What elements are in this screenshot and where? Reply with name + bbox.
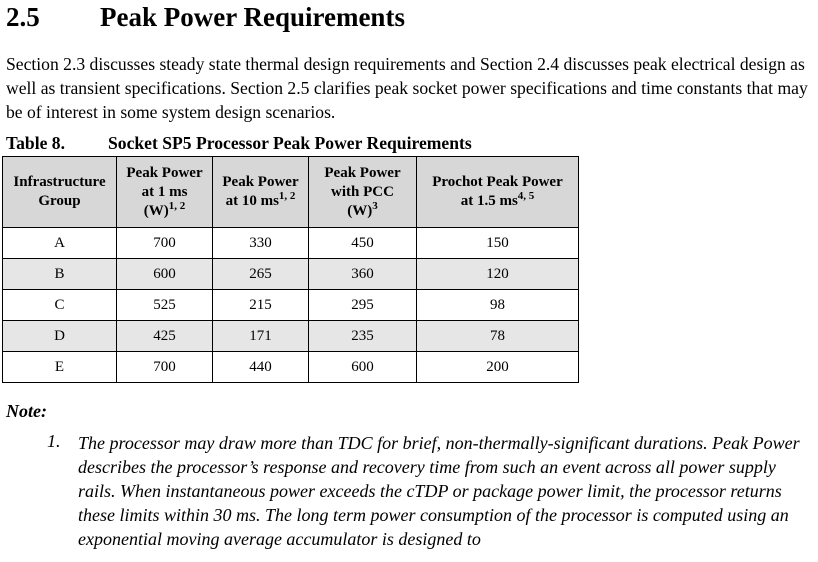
table-label: Table 8. [6, 133, 65, 153]
header-peak-power-pcc: Peak Power with PCC $(W)^3$ [309, 157, 417, 228]
cell-peak-1ms: 425 [117, 321, 213, 352]
cell-peak-1ms: 700 [117, 228, 213, 259]
note-item-text: The processor may draw more than TDC for brief, non-thermally-significant durations. Peak Power describes the processor’s response and recovery time from such an event across all power supply rails. When instantaneous power exceeds the cTDP or package power limit, the processor returns these limits within 30 ms. The long term power consumption of the processor is computed using an exponential moving average accumulator is designed to [78, 433, 800, 549]
cell-peak-1ms: 700 [117, 352, 213, 383]
table-header-row [3, 157, 579, 228]
cell-peak-1ms: 525 [117, 290, 213, 321]
cell-peak-10ms: 171 [213, 321, 309, 352]
header-peak-power-1ms: Peak Power at 1 ms $(W)^{1, 2}$ [117, 157, 213, 228]
table-row [3, 321, 579, 352]
cell-group: B [3, 259, 117, 290]
cell-peak-10ms: 330 [213, 228, 309, 259]
note-item-number: 1. [47, 431, 61, 451]
section-heading [6, 2, 405, 33]
table-row [3, 290, 579, 321]
cell-prochot: 78 [417, 321, 579, 352]
cell-group: D [3, 321, 117, 352]
section-number: 2.5 [6, 2, 40, 32]
table-row [3, 352, 579, 383]
cell-group: A [3, 228, 117, 259]
cell-prochot: 98 [417, 290, 579, 321]
cell-peak-pcc: 360 [309, 259, 417, 290]
cell-peak-10ms: 440 [213, 352, 309, 383]
header-peak-power-10ms: Peak Power at 10 ms$^{1, 2}$ [213, 157, 309, 228]
cell-peak-pcc: 450 [309, 228, 417, 259]
cell-prochot: 120 [417, 259, 579, 290]
cell-peak-10ms: 215 [213, 290, 309, 321]
intro-paragraph: Section 2.3 discusses steady state thermal design requirements and Section 2.4 discusses peak electrical design as well as transient specifications. Section 2.5 clarifies peak socket power specifications and time constants that may be of interest in some system design scenarios. [6, 54, 808, 122]
table-row [3, 259, 579, 290]
cell-peak-pcc: 600 [309, 352, 417, 383]
header-prochot-peak-power: Prochot Peak Power at 1.5 ms$^{4, 5}$ [417, 157, 579, 228]
cell-peak-pcc: 295 [309, 290, 417, 321]
section-title: Peak Power Requirements [100, 2, 405, 32]
cell-peak-1ms: 600 [117, 259, 213, 290]
peak-power-table [2, 156, 579, 383]
table-row [3, 228, 579, 259]
cell-peak-10ms: 265 [213, 259, 309, 290]
header-infrastructure-group: Infrastructure Group [3, 157, 117, 228]
cell-prochot: 150 [417, 228, 579, 259]
cell-peak-pcc: 235 [309, 321, 417, 352]
cell-group: E [3, 352, 117, 383]
note-title: Note: [6, 401, 47, 421]
table-caption [6, 133, 472, 154]
cell-group: C [3, 290, 117, 321]
table-title: Socket SP5 Processor Peak Power Requirements [108, 133, 472, 153]
cell-prochot: 200 [417, 352, 579, 383]
